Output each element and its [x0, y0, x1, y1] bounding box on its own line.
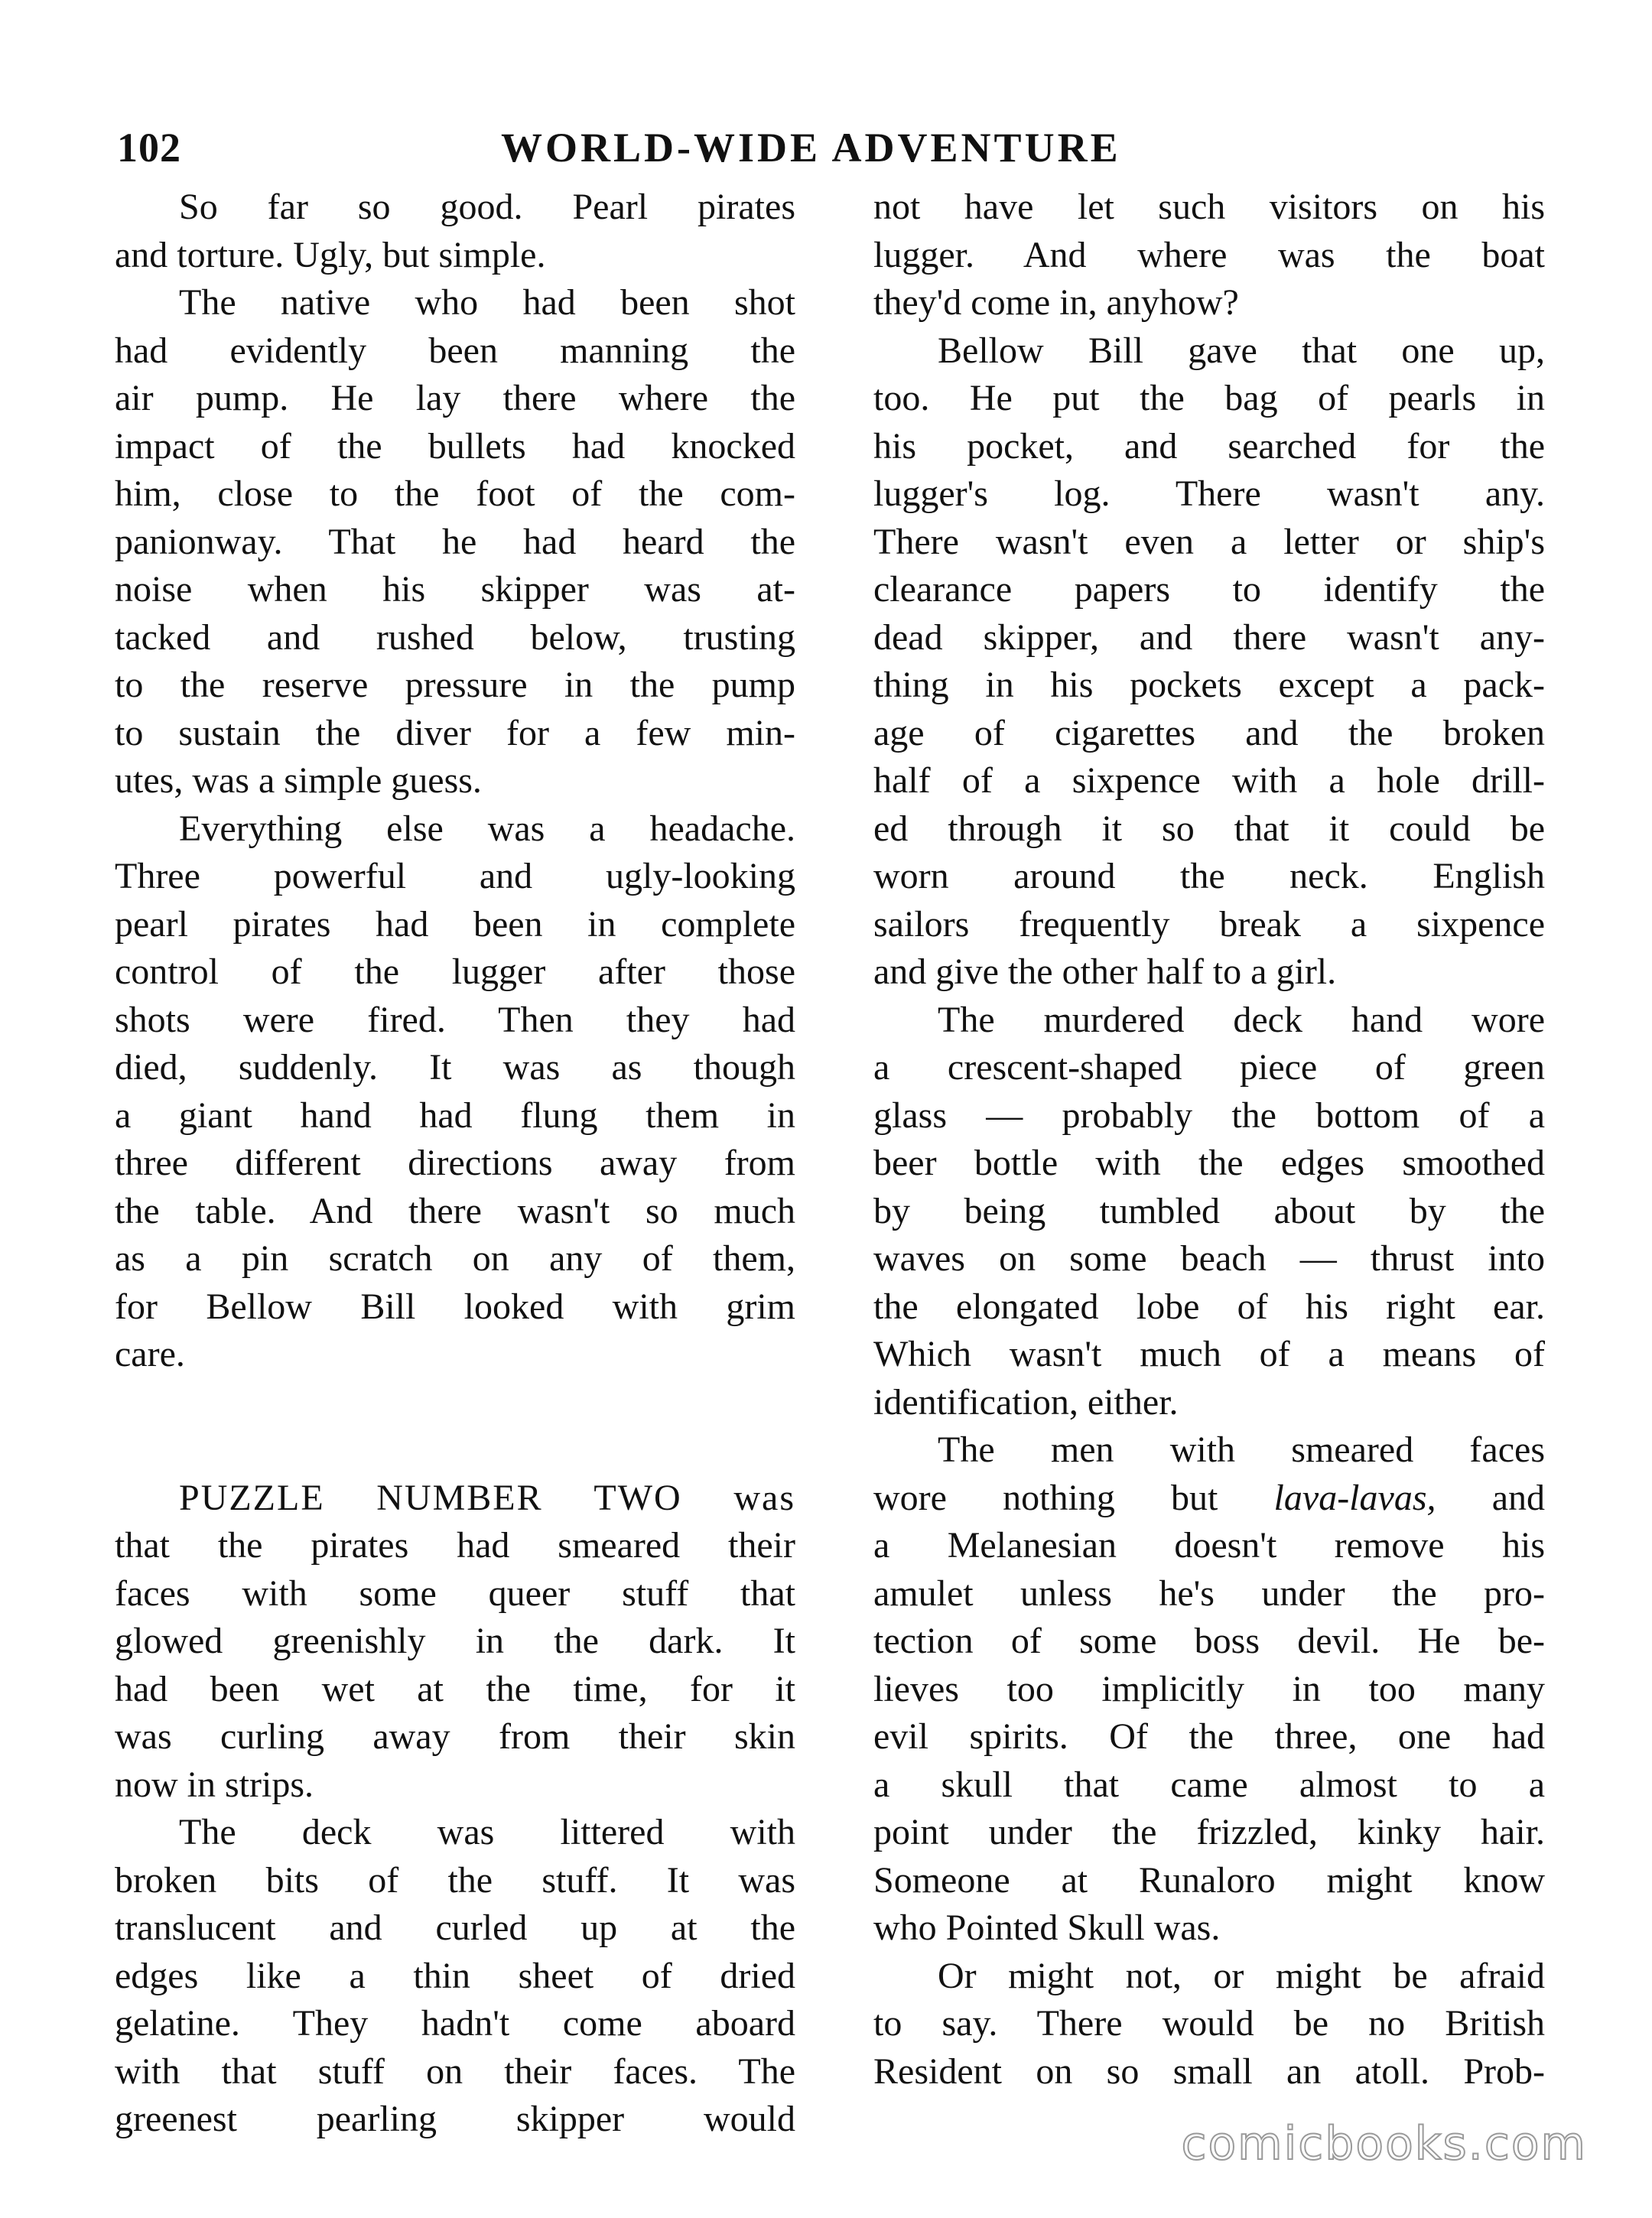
text-line: So far so good. Pearl pirates: [179, 187, 795, 227]
text-fragment: wore nothing but: [873, 1477, 1218, 1518]
text-line: now in strips.: [115, 1764, 314, 1805]
text-line: thing in his pockets except a pack-: [873, 665, 1545, 705]
text-line: too. He put the bag of pearls in: [873, 378, 1545, 418]
text-line: amulet unless he's under the pro-: [873, 1572, 1545, 1614]
text-line: with that stuff on their faces. The: [115, 2051, 795, 2092]
text-line: worn around the neck. English: [873, 856, 1545, 896]
text-line: point under the frizzled, kinky hair.: [873, 1812, 1545, 1852]
text-line: utes, was a simple guess.: [115, 760, 482, 801]
text-line: PUZZLE NUMBER TWO was: [179, 1477, 795, 1518]
text-line: glowed greenishly in the dark. It: [115, 1621, 795, 1661]
text-line: to sustain the diver for a few min-: [115, 712, 795, 753]
text-line: tacked and rushed below, trusting: [115, 616, 795, 658]
text-line: waves on some beach — thrust into: [873, 1238, 1545, 1279]
text-line: impact of the bullets had knocked: [115, 425, 795, 467]
text-line: they'd come in, anyhow?: [873, 282, 1239, 323]
text-line: Someone at Runaloro might know: [873, 1859, 1545, 1901]
text-line: There wasn't even a letter or ship's: [873, 521, 1545, 562]
text-line: greenest pearling skipper would: [115, 2099, 795, 2139]
text-line: died, suddenly. It was as though: [115, 1047, 795, 1088]
text-line: who Pointed Skull was.: [873, 1907, 1221, 1948]
text-line: as a pin scratch on any of them,: [115, 1238, 795, 1279]
text-line: three different directions away from: [115, 1143, 795, 1183]
text-line: his pocket, and searched for the: [873, 425, 1545, 467]
text-line: lugger's log. There wasn't any.: [873, 473, 1545, 514]
text-line: control of the lugger after those: [115, 951, 795, 992]
text-line: Which wasn't much of a means of: [873, 1334, 1545, 1374]
text-line: and torture. Ugly, but simple.: [115, 234, 546, 275]
text-line: Everything else was a headache.: [179, 808, 795, 849]
text-line: beer bottle with the edges smoothed: [873, 1143, 1545, 1183]
running-head: WORLD-WIDE ADVENTURE: [501, 125, 1121, 171]
text-line: had been wet at the time, for it: [115, 1668, 795, 1709]
italic-term: lava-lavas,: [1273, 1477, 1436, 1518]
text-line: lieves too implicitly in too many: [873, 1668, 1545, 1709]
text-line: air pump. He lay there where the: [115, 378, 795, 418]
text-fragment: and: [1491, 1477, 1546, 1518]
text-line: a skull that came almost to a: [873, 1764, 1545, 1805]
text-line: shots were fired. Then they had: [115, 999, 795, 1040]
text-line: evil spirits. Of the three, one had: [873, 1716, 1545, 1757]
left-column: [115, 184, 795, 2144]
text-line: ed through it so that it could be: [873, 808, 1545, 849]
text-line: to say. There would be no British: [873, 2003, 1545, 2044]
text-line: Or might not, or might be afraid: [938, 1955, 1545, 1996]
text-line: Resident on so small an atoll. Prob-: [873, 2051, 1545, 2092]
text-line: lugger. And where was the boat: [873, 234, 1545, 275]
text-line: sailors frequently break a sixpence: [873, 903, 1545, 945]
text-line: broken bits of the stuff. It was: [115, 1859, 795, 1901]
text-line: identification, either.: [873, 1381, 1179, 1423]
text-line: was curling away from their skin: [115, 1716, 795, 1757]
page-number: 102: [117, 125, 181, 171]
text-line: Bellow Bill gave that one up,: [938, 330, 1545, 371]
text-line: edges like a thin sheet of dried: [115, 1955, 795, 1996]
text-line: dead skipper, and there wasn't any-: [873, 616, 1545, 658]
text-line: the elongated lobe of his right ear.: [873, 1286, 1545, 1327]
text-line: glass — probably the bottom of a: [873, 1094, 1545, 1136]
text-line: for Bellow Bill looked with grim: [115, 1286, 795, 1327]
section-break: [115, 1379, 795, 1475]
text-line: gelatine. They hadn't come aboard: [115, 2003, 795, 2044]
text-line: faces with some queer stuff that: [115, 1572, 795, 1614]
text-line: to the reserve pressure in the pump: [115, 665, 795, 705]
text-line: the table. And there wasn't so much: [115, 1190, 795, 1231]
text-line: clearance papers to identify the: [873, 569, 1545, 610]
text-line: The deck was littered with: [179, 1812, 795, 1852]
text-line: not have let such visitors on his: [873, 187, 1545, 227]
text-line: tection of some boss devil. He be-: [873, 1621, 1545, 1661]
text-line-mixed: [873, 1475, 1545, 1523]
right-column: [873, 184, 1545, 2096]
text-line: noise when his skipper was at-: [115, 569, 795, 610]
text-line: had evidently been manning the: [115, 330, 795, 371]
text-line: care.: [115, 1334, 185, 1374]
text-line: pearl pirates had been in complete: [115, 903, 795, 945]
text-line: The native who had been shot: [179, 282, 795, 323]
text-line: him, close to the foot of the com-: [115, 473, 795, 514]
text-line: that the pirates had smeared their: [115, 1525, 795, 1566]
text-line: Three powerful and ugly-looking: [115, 856, 795, 896]
text-line: by being tumbled about by the: [873, 1190, 1545, 1231]
text-line: panionway. That he had heard the: [115, 521, 795, 562]
text-line: a Melanesian doesn't remove his: [873, 1525, 1545, 1566]
text-line: translucent and curled up at the: [115, 1907, 795, 1948]
text-line: The men with smeared faces: [938, 1429, 1545, 1470]
text-line: half of a sixpence with a hole drill-: [873, 760, 1545, 801]
text-line: a crescent-shaped piece of green: [873, 1047, 1545, 1088]
text-line: and give the other half to a girl.: [873, 951, 1337, 992]
text-line: age of cigarettes and the broken: [873, 712, 1545, 753]
watermark: comicbooks.com: [1181, 2117, 1587, 2171]
text-line: The murdered deck hand wore: [938, 999, 1545, 1040]
text-line: a giant hand had flung them in: [115, 1094, 795, 1136]
